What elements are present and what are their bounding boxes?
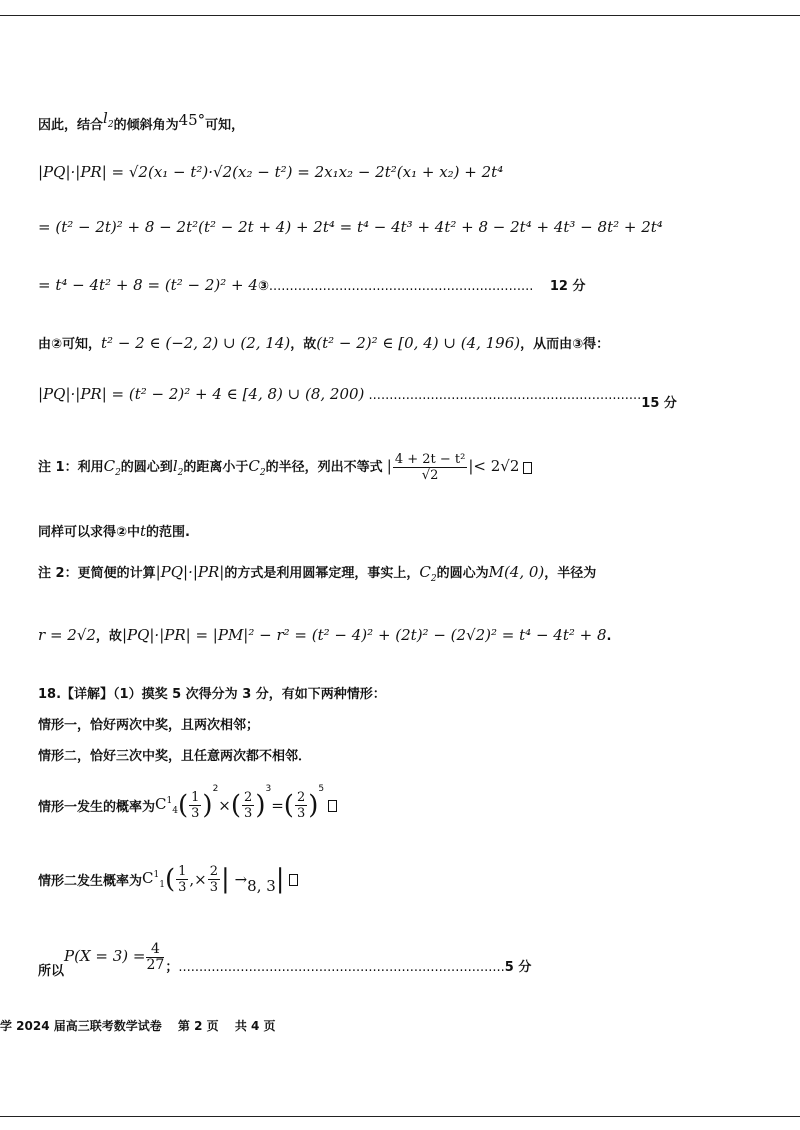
text-segment: ； [165,960,179,975]
text-segment: 情形一发生的概率为 [38,800,156,815]
fraction-denominator: 3 [244,806,253,821]
subscript: 1 [159,880,165,890]
fraction [242,790,254,821]
fraction-denominator: 3 [209,880,219,895]
probability-fraction [146,942,164,973]
equation-6-body: |PQ|·|PR| = (t² − 2)² + 4 ∈ [4, 8) ∪ (8, 200) [38,385,365,403]
text-segment: 的范围. [146,525,190,540]
circled-3: ③ [257,279,269,294]
superscript: 1 [153,870,160,880]
symbol-t: t [140,522,147,540]
case-1: 情形一，恰好两次中奖，且两次相邻； [38,718,260,733]
fraction-numerator: 4 + 2t − t² [394,452,466,467]
subscript: 4 [172,806,178,816]
fraction-numerator: 2 [209,864,219,879]
text-segment: 的距离小于 [183,460,249,475]
dot-leader: .................................................................. [368,388,642,403]
probability-lhs: P(X = 3) = [64,947,146,965]
probability-case-1: 情形一发生的概率为$C^1_4$( $\frac{1}{3}$ )$^2$×( $\frac{2}{3}$ )$^3$=( $\frac{2}{3}$ )$^5$ [38,784,337,821]
combination-symbol: C [155,795,167,813]
text-segment: ，故 [95,629,122,644]
text-segment: 的方式是利用圆幂定理，事实上， [224,566,420,581]
fraction-denominator: √2 [421,468,439,483]
question-18-heading: 18.【详解】（1）摸奖 5 次得分为 3 分，有如下两种情形： [38,687,386,702]
text-segment: 同样可以求得②中 [38,525,141,540]
symbol-c2: C [103,457,116,475]
text-segment: 的圆心为 [436,566,489,581]
note-2 [38,562,596,584]
superscript: 1 [166,796,173,806]
fraction [189,790,201,821]
fraction-denominator: 3 [178,880,187,895]
exponent: 3 [265,784,272,794]
subscript: 2 [430,574,437,584]
symbol-c2: C [248,457,260,475]
fraction-numerator: 4 [146,942,164,958]
subscript: 2 [177,468,184,478]
note-1-continued [38,521,190,540]
text-segment: . [606,629,612,644]
bottom-rule [0,1116,800,1117]
text-segment: ，半径为 [544,566,597,581]
math-expr: |PQ|·|PR| [155,563,225,581]
box-glyph [523,462,532,474]
note-1: 注 1：利用$C_2$的圆心到$l_2$的距离小于$C_2$的半径，列出不等式 | $\frac{\text{4 + 2t − t²}}{√2}$ |< 2√2 [38,452,532,483]
fraction [208,864,220,895]
top-rule [0,15,800,16]
center-point: M(4, 0) [488,563,545,581]
conclusion [38,941,532,979]
inequality-rhs: < 2√2 [473,457,520,475]
inequality-fraction [393,452,468,483]
box-glyph [289,874,298,886]
text-segment: 可知， [205,118,245,133]
case-2: 情形二，恰好三次中奖，且任意两次都不相邻． [38,749,312,764]
fraction-denominator: 3 [191,806,200,821]
equation-1: |PQ|·|PR| = √2(x₁ − t²)·√2(x₂ − t²) = 2x₁x₂ − 2t²(x₁ + x₂) + 2t⁴ [38,163,504,181]
equation-3 [38,275,586,294]
radius-value: r = 2√2 [38,626,96,644]
fraction-denominator: 8 [247,877,257,895]
text-segment: 的圆心到 [120,460,173,475]
text-segment: 注 1：利用 [38,460,104,475]
math-range-1: t² − 2 ∈ (−2, 2) ∪ (2, 14) [101,334,291,352]
dot-leader: ............................................................................... [178,960,505,975]
box-glyph [328,800,337,812]
subscript: 2 [115,468,121,478]
text-segment: 的倾斜角为 [113,118,179,133]
fraction [295,790,307,821]
fraction-numerator: 2 [296,790,306,805]
page-footer: 学 2024 届高三联考数学试卷 第 2 页 共 4 页 [0,1019,276,1033]
equation-3-body: = t⁴ − 4t² + 8 = (t² − 2)² + 4 [38,276,258,294]
math-range-2: (t² − 2)² ∈ [0, 4) ∪ (4, 196) [316,334,521,352]
fraction-denominator: 27 [146,957,165,973]
exponent: 2 [212,784,219,794]
text-segment: 所以 [38,964,65,979]
equation-2: = (t² − 2t)² + 8 − 2t²(t² − 2t + 4) + 2t⁴ = t⁴ − 4t³ + 4t² + 8 − 2t⁴ + 4t³ − 8t² + 2t⁴ [38,218,663,236]
text-segment: 因此，结合 [38,118,104,133]
dot-leader: ................................................................ [268,279,534,294]
text-segment: 由②可知， [38,337,102,352]
angle-value: 45° [178,111,206,129]
subscript: 2 [107,120,114,130]
text-line-1 [38,109,245,136]
score-5: 5 分 [504,960,532,975]
exponent: 5 [318,784,325,794]
power-of-point-expr: |PQ|·|PR| = |PM|² − r² = (t² − 4)² + (2t)² − (2√2)² = t⁴ − 4t² + 8 [121,626,607,644]
fraction-numerator: 1 [191,790,200,805]
equation-r [38,625,611,644]
text-line-5 [38,333,609,352]
text-segment: ，从而由③得： [520,337,610,352]
text-segment: 注 2：更简便的计算 [38,566,156,581]
fraction-numerator: 1 [178,864,187,879]
equation-6 [38,384,677,411]
text-segment: 情形二发生概率为 [38,874,143,889]
subscript: 2 [259,468,266,478]
score-12: 12 分 [549,279,586,294]
symbol-l2: l [103,109,108,127]
fraction-denominator: 3 [266,877,276,895]
score-15: 15 分 [641,396,677,411]
text-segment: 的半径，列出不等式 [265,460,383,475]
fraction-numerator: 2 [244,790,253,805]
symbol-c2: C [419,563,431,581]
combination-symbol: C [142,869,154,887]
fraction-denominator: 3 [296,806,306,821]
text-segment: ，故 [290,337,317,352]
fraction [176,864,188,895]
probability-case-2: 情形二发生概率为$C^1_1$( $\frac{1}{3}$ ,× $\frac{2}{3}$ | →8, 3| [38,864,298,895]
symbol-l2: l [172,457,178,475]
